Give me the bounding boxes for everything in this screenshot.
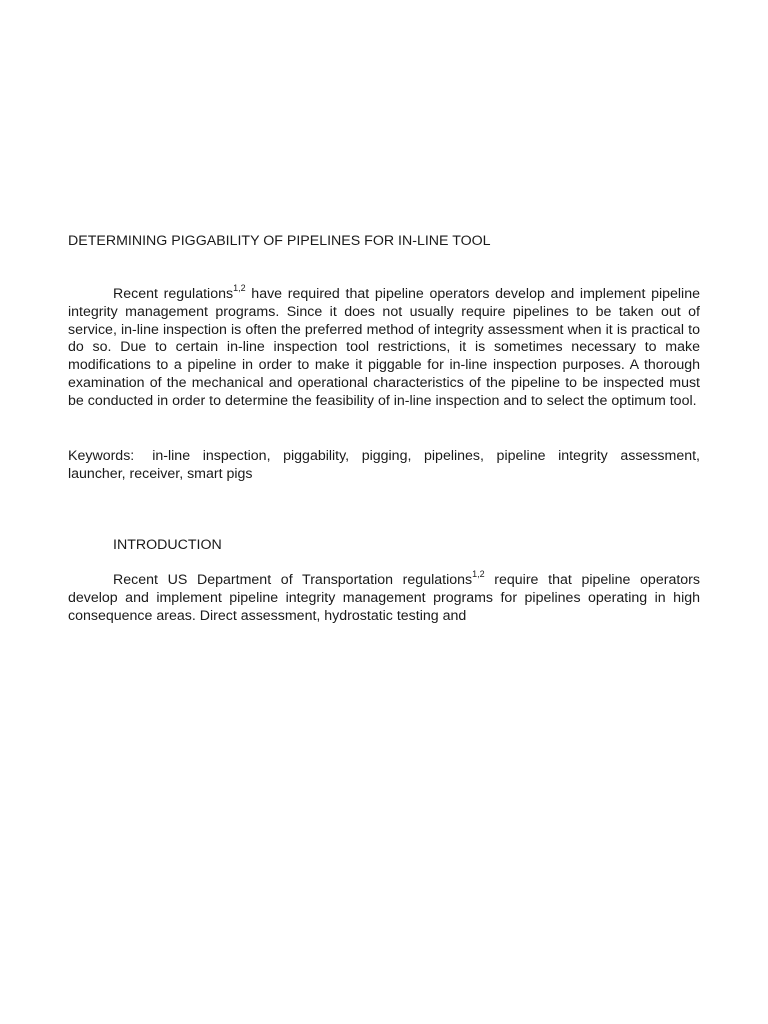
paper-title: DETERMINING PIGGABILITY OF PIPELINES FOR IN-LINE TOOL: [68, 233, 491, 249]
keywords-paragraph: [68, 448, 700, 484]
introduction-paragraph: [68, 569, 700, 625]
keywords-label: Keywords:: [68, 448, 135, 464]
introduction-lead: Recent US Department of Transportation regulations: [113, 572, 473, 588]
introduction-text: require that pipeline operators develop and implement pipeline integrity management programs for pipelines operating in high consequence areas. Direct assessment, hydrostatic testing and: [68, 572, 700, 624]
keywords-text: in-line inspection, piggability, pigging, pipelines, pipeline integrity assessment, launcher, receiver, smart pigs: [68, 448, 700, 482]
introduction-heading: INTRODUCTION: [113, 537, 222, 553]
abstract-text: have required that pipeline operators develop and implement pipeline integrity management programs. Since it does not usually require pipelines to be taken out of service, in-line inspection is often the preferred method of integrity assessment when it is practical to do so. Due to certain in-line inspection tool restrictions, it is sometimes necessary to make modifications to a pipeline in order to make it piggable for in-line inspection purposes. A thorough examination of the mechanical and operational characteristics of the pipeline to be inspected must be conducted in order to determine the feasibility of in-line inspection and to select the optimum tool.: [68, 286, 700, 409]
abstract-paragraph: [68, 283, 700, 411]
abstract-citation: 1,2: [233, 283, 246, 294]
introduction-citation: 1,2: [472, 569, 485, 580]
abstract-lead: Recent regulations: [113, 286, 234, 302]
